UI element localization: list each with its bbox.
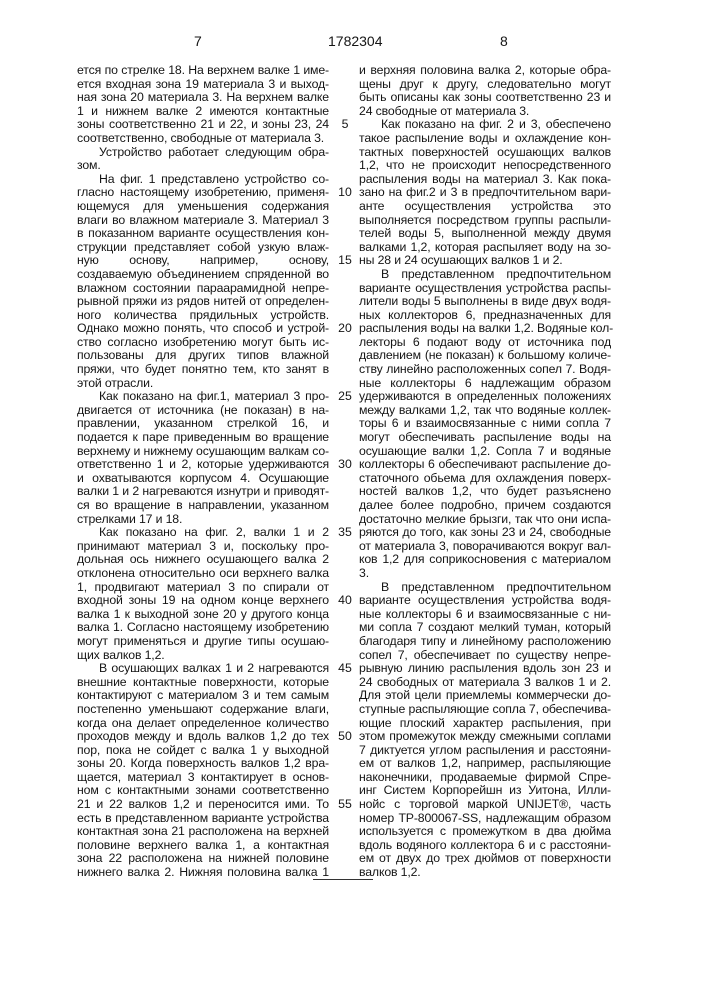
text-line: подается к паре приведенным во вращение — [77, 431, 329, 445]
text-line: щается, материал 3 контактирует в основ- — [77, 771, 329, 785]
text-line: 24 свободных от материала 3 валков 1 и 2. — [359, 676, 611, 690]
text-line: ные коллекторы 6 надлежащим образом — [359, 377, 611, 391]
text-line: пряжи, что будет понятно тем, кто занят в — [77, 363, 329, 377]
page-number-right: 8 — [500, 33, 508, 49]
text-line: далее более подробно, причем создаются — [359, 499, 611, 513]
text-line: двигается от источника (не показан) в на- — [77, 404, 329, 418]
line-number: 35 — [338, 526, 352, 540]
text-line: В представленном предпочтительном — [359, 581, 611, 595]
paragraph — [359, 118, 611, 268]
text-line: 1, продвигают материал 3 по спирали от — [77, 581, 329, 595]
text-line: валки 1 и 2 нагреваются изнутри и приводят- — [77, 485, 329, 499]
text-line: гласно настоящему изобретению, применя- — [77, 186, 329, 200]
paragraph — [77, 173, 329, 391]
paragraph — [359, 581, 611, 880]
text-line: В осушающих валках 1 и 2 нагреваются — [77, 662, 329, 676]
line-number: 5 — [338, 118, 352, 132]
text-line: торы 6 и взаимосвязанные с ними сопла 7 — [359, 417, 611, 431]
line-number: 55 — [338, 798, 352, 812]
paragraph — [77, 390, 329, 526]
text-line: сопел 7, обеспечивает по существу непре- — [359, 649, 611, 663]
text-line: ется по стрелке 18. На верхнем валке 1 име- — [77, 64, 329, 78]
text-line: дольная ось нижнего осушающего валка 2 — [77, 553, 329, 567]
text-line: благодаря типу и линейному расположению — [359, 635, 611, 649]
text-line: этом промежуток между смежными соплами — [359, 730, 611, 744]
text-line: правлении, указанном стрелкой 16, и — [77, 417, 329, 431]
paragraph — [359, 64, 611, 118]
text-line: ющемуся для уменьшения содержания — [77, 200, 329, 214]
line-number: 40 — [338, 594, 352, 608]
text-line: лители воды 5 выполнены в виде двух водя- — [359, 295, 611, 309]
text-line: наконечники, продаваемые фирмой Спре- — [359, 771, 611, 785]
text-line: распыления воды на валки 1,2. Водяные кол- — [359, 322, 611, 336]
text-line: ная зона 20 материала 3. На верхнем валке — [77, 91, 329, 105]
line-number: 25 — [338, 390, 352, 404]
text-line: могут обеспечивать распыление воды на — [359, 431, 611, 445]
text-line: вдоль водяного коллектора 6 и с расстояни- — [359, 839, 611, 853]
text-line: ков 1,2 для соприкосновения с материалом — [359, 553, 611, 567]
text-line: удерживаются в определенных положениях — [359, 390, 611, 404]
line-number: 30 — [338, 458, 352, 472]
text-line: внешние контактные поверхности, которые — [77, 676, 329, 690]
text-line: Как показано на фиг.1, материал 3 про- — [77, 390, 329, 404]
text-line: зоны 20. Когда поверхность валков 1,2 вра- — [77, 757, 329, 771]
paragraph — [77, 662, 329, 880]
text-line: 3. — [359, 567, 611, 581]
text-line: ностей валков 1,2, что будет разъяснено — [359, 485, 611, 499]
text-line: 7 диктуется углом распыления и расстояни- — [359, 744, 611, 758]
text-line: 21 и 22 валков 1,2 и переносится ими. То — [77, 798, 329, 812]
end-of-text-rule — [313, 879, 373, 880]
text-line: 1,2, что не происходит непосредственного — [359, 159, 611, 173]
text-line: В представленном предпочтительном — [359, 268, 611, 282]
text-line: стрелками 17 и 18. — [77, 513, 329, 527]
text-line: ем от валков 1,2, например, распыляющие — [359, 757, 611, 771]
text-line: валками 1,2, которая распыляет воду на зо- — [359, 241, 611, 255]
text-line: влажном состоянии параарамидной непре- — [77, 282, 329, 296]
text-line: ном с контактными зонами соответственно — [77, 784, 329, 798]
text-line: между валками 1,2, так что водяные коллек- — [359, 404, 611, 418]
text-line: лекторы 6 подают воду от источника под — [359, 336, 611, 350]
text-line: выполняется посредством группы распыли- — [359, 214, 611, 228]
text-line: ряются до того, как зоны 23 и 24, свободные — [359, 526, 611, 540]
text-line: нойс с торговой маркой UNIJET®, часть — [359, 798, 611, 812]
text-line: есть в представленном варианте устройства — [77, 812, 329, 826]
text-line: зом. — [77, 159, 329, 173]
text-line: струкции представляет собой узкую влаж- — [77, 241, 329, 255]
text-line: ного количества прядильных устройств. — [77, 309, 329, 323]
text-line: 24 свободные от материала 3. — [359, 105, 611, 119]
text-line: и охватываются корпусом 4. Осушающие — [77, 472, 329, 486]
text-line: валка 1. Согласно настоящему изобретению — [77, 621, 329, 635]
paragraph — [77, 526, 329, 662]
line-number: 45 — [338, 662, 352, 676]
text-line: Однако можно понять, что способ и устрой- — [77, 322, 329, 336]
text-line: рывной пряжи из рядов нитей от определен- — [77, 295, 329, 309]
text-line: принимают материал 3 и, поскольку про- — [77, 540, 329, 554]
text-line: 1 и нижнем валке 2 имеются контактные — [77, 105, 329, 119]
left-text-column — [77, 64, 329, 880]
text-line: На фиг. 1 представлено устройство со- — [77, 173, 329, 187]
text-line: ющие плоский характер распыления, при — [359, 717, 611, 731]
text-line: осушающие валки 1,2. Сопла 7 и водяные — [359, 445, 611, 459]
text-line: коллекторы 6 обеспечивают распыление до- — [359, 458, 611, 472]
text-line: ется входная зона 19 материала 3 и выход- — [77, 78, 329, 92]
line-number: 20 — [338, 322, 352, 336]
text-line: в показанном варианте осуществления кон- — [77, 227, 329, 241]
text-line: Для этой цели приемлемы коммерчески до- — [359, 689, 611, 703]
paragraph — [77, 64, 329, 146]
text-line: контактируют с материалом 3 и тем самым — [77, 689, 329, 703]
text-line: пользованы для других типов влажной — [77, 349, 329, 363]
text-line: ны 28 и 24 осушающих валков 1 и 2. — [359, 254, 611, 268]
text-line: Как показано на фиг. 2, валки 1 и 2 — [77, 526, 329, 540]
text-line: ные коллекторы 6 и взаимосвязанные с ни- — [359, 608, 611, 622]
text-line: номер ТР-800067-SS, надлежащим образом — [359, 812, 611, 826]
text-line: зона 22 расположена на нижней половине — [77, 852, 329, 866]
text-line: анте осуществления устройства это — [359, 200, 611, 214]
text-line: варианте осуществления устройства водя- — [359, 594, 611, 608]
text-line: зано на фиг.2 и 3 в предпочтительном вари- — [359, 186, 611, 200]
text-line: варианте осуществления устройства распы- — [359, 282, 611, 296]
text-line: постепенно уменьшают содержание влаги, — [77, 703, 329, 717]
line-number: 15 — [338, 254, 352, 268]
text-line: влаги во влажном материале 3. Материал 3 — [77, 214, 329, 228]
paragraph — [77, 146, 329, 173]
text-line: щих валков 1,2. — [77, 649, 329, 663]
text-line: половине верхнего валка 1, а контактная — [77, 839, 329, 853]
text-line: валков 1,2. — [359, 866, 611, 880]
text-line: достаточно мелкие брызги, так что они испа- — [359, 513, 611, 527]
text-line: отклонена относительно оси верхнего валка — [77, 567, 329, 581]
text-line: щены друг к другу, следовательно могут — [359, 78, 611, 92]
text-line: статочного обьема для охлаждения поверх- — [359, 472, 611, 486]
page-number-left: 7 — [194, 33, 202, 49]
text-line: создаваемую объединением спряденной во — [77, 268, 329, 282]
text-line: рывную линию распыления вдоль зон 23 и — [359, 662, 611, 676]
text-line: проходов между и вдоль валков 1,2 до тех — [77, 730, 329, 744]
line-number: 10 — [338, 186, 352, 200]
text-line: такое распыление воды и охлаждение кон- — [359, 132, 611, 146]
text-line: Устройство работает следующим обра- — [77, 146, 329, 160]
text-line: этой отрасли. — [77, 377, 329, 391]
text-line: от материала 3, поворачиваются вокруг вал- — [359, 540, 611, 554]
text-line: ся во вращение в направлении, указанном — [77, 499, 329, 513]
text-line: могут применяться и другие типы осушаю- — [77, 635, 329, 649]
text-line: ми сопла 7 создают мелкий туман, который — [359, 621, 611, 635]
right-text-column — [359, 64, 611, 880]
text-line: тактных поверхностей осушающих валков — [359, 146, 611, 160]
text-line: пор, пока не сойдет с валка 1 у выходной — [77, 744, 329, 758]
text-line: ных коллекторов 6, предназначенных для — [359, 309, 611, 323]
text-line: зоны соответственно 21 и 22, и зоны 23, 24 — [77, 118, 329, 132]
line-number: 50 — [338, 730, 352, 744]
patent-number: 1782304 — [328, 33, 383, 49]
text-line: ству линейно расположенных сопел 7. Водя- — [359, 363, 611, 377]
text-line: соответственно, свободные от материала 3. — [77, 132, 329, 146]
text-line: когда она делает определенное количество — [77, 717, 329, 731]
text-line: ство согласно изобретению могут быть ис- — [77, 336, 329, 350]
text-line: и верхняя половина валка 2, которые обра- — [359, 64, 611, 78]
text-line: Как показано на фиг. 2 и 3, обеспечено — [359, 118, 611, 132]
text-line: валка 1 к выходной зоне 20 у другого конца — [77, 608, 329, 622]
text-line: верхнему и нижнему осушающим валкам со- — [77, 445, 329, 459]
text-line: распыления воды на материал 3. Как пока- — [359, 173, 611, 187]
text-line: входной зоны 19 на одном конце верхнего — [77, 594, 329, 608]
text-line: ответственно 1 и 2, которые удерживаются — [77, 458, 329, 472]
text-line: быть описаны как зоны соответственно 23 и — [359, 91, 611, 105]
text-line: контактная зона 21 расположена на верхней — [77, 825, 329, 839]
text-line: давлением (не показан) к большому количе- — [359, 349, 611, 363]
text-line: ступные распыляющие сопла 7, обеспечива- — [359, 703, 611, 717]
text-line: телей воды 5, выполненной между двумя — [359, 227, 611, 241]
paragraph — [359, 268, 611, 581]
text-line: инг Систем Корпорейшн из Уитона, Илли- — [359, 784, 611, 798]
text-line: ную основу, например, основу, — [77, 254, 329, 268]
text-line: нижнего валка 2. Нижняя половина валка 1 — [77, 866, 329, 880]
text-line: ем от двух до трех дюймов от поверхности — [359, 852, 611, 866]
text-line: используется с промежутком в два дюйма — [359, 825, 611, 839]
